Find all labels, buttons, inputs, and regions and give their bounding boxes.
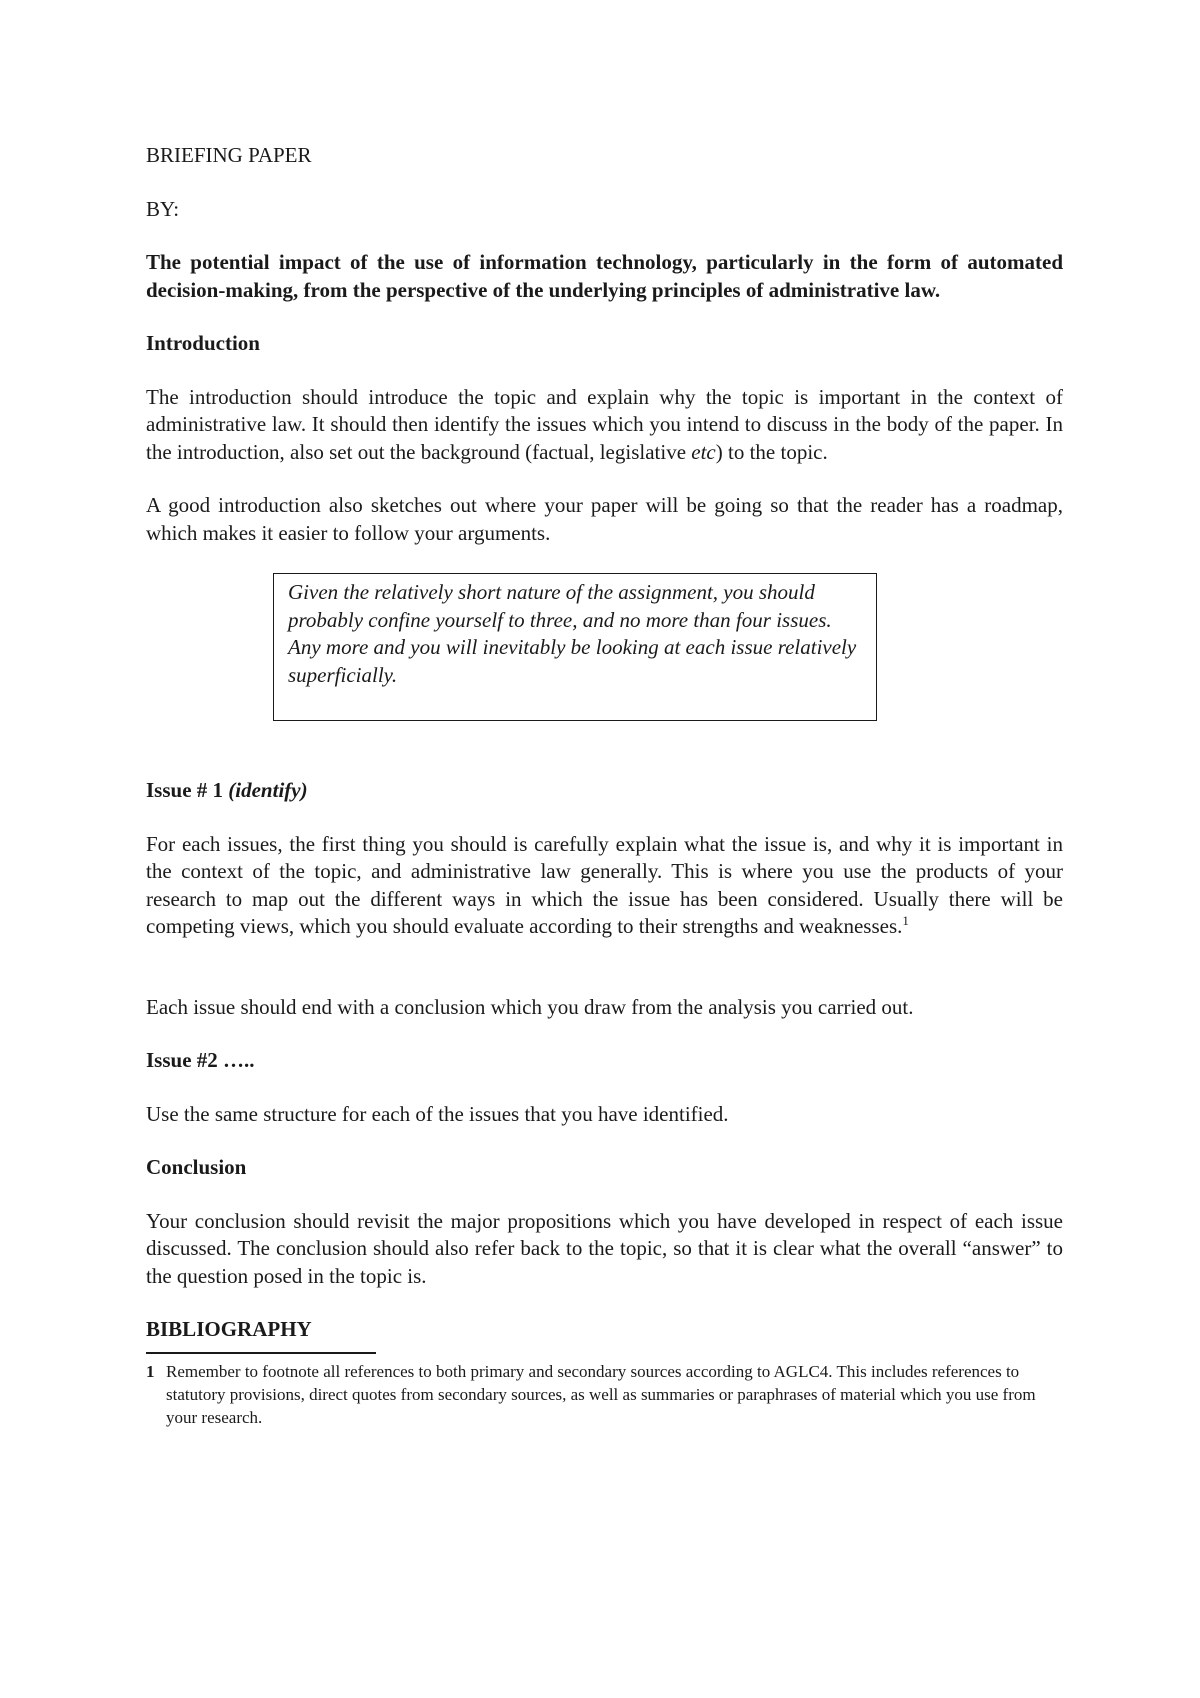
spacer — [146, 968, 1063, 994]
issue-1-paragraph-2: Each issue should end with a conclusion which you draw from the analysis you carried out. — [146, 994, 914, 1019]
footnote-reference[interactable]: 1 — [902, 913, 909, 928]
issue-1-heading-text: Issue # 1 — [146, 778, 229, 802]
footnote-1 — [146, 1360, 1063, 1429]
introduction-heading: Introduction — [146, 331, 260, 355]
document-title: The potential impact of the use of information technology, particularly in the form of automated decision-making, from the perspective of the underlying principles of administrative law. — [146, 250, 1063, 302]
document-body — [146, 142, 1063, 1429]
issue-1-heading-italic: (identify) — [228, 778, 308, 802]
issue-1-heading — [146, 777, 1063, 805]
guidance-note-text: Given the relatively short nature of the assignment, you should probably confine yourself to three, and no more than four issues. Any more and you will inevitably be looking at each issue relatively superficially. — [288, 580, 857, 687]
footnote-separator — [146, 1352, 376, 1354]
footnote-text: Remember to footnote all references to both primary and secondary sources according to AGLC4. This includes references to statutory provisions, direct quotes from secondary sources, as well as summaries or paraphrases of material which you use from your research. — [166, 1361, 1036, 1427]
guidance-note-box — [273, 573, 877, 721]
spacer — [146, 721, 1063, 777]
introduction-paragraph-1-text-a: The introduction should introduce the topic and explain why the topic is important in the context of administrative law. It should then identify the issues which you intend to discuss in the body of the paper. In the introduction, also set out the background (factual, legislative — [146, 384, 1063, 464]
footnote-number: 1 — [146, 1361, 155, 1381]
conclusion-heading: Conclusion — [146, 1155, 247, 1179]
conclusion-paragraph: Your conclusion should revisit the major propositions which you have developed in respect of each issue discussed. The conclusion should also refer back to the topic, so that it is clear what the overall “answer” to the question posed in the topic is. — [146, 1208, 1063, 1288]
document-header-label: BRIEFING PAPER — [146, 143, 312, 167]
bibliography-heading: BIBLIOGRAPHY — [146, 1317, 312, 1341]
introduction-paragraph-2: A good introduction also sketches out where your paper will be going so that the reader has a roadmap, which makes it easier to follow your arguments. — [146, 493, 1063, 545]
issue-2-heading: Issue #2 ….. — [146, 1048, 255, 1072]
spacer — [146, 941, 1063, 968]
introduction-paragraph-1-text-b: ) to the topic. — [715, 439, 828, 464]
issue-1-paragraph-1 — [146, 831, 1063, 941]
introduction-paragraph-1-italic: etc — [691, 439, 716, 464]
introduction-paragraph-1 — [146, 384, 1063, 467]
issue-2-paragraph: Use the same structure for each of the issues that you have identified. — [146, 1101, 729, 1126]
issue-1-paragraph-1-text: For each issues, the first thing you should is carefully explain what the issue is, and why it is important in the context of the topic, and administrative law generally. This is where you use the products of your research to map out the different ways in which the issue has been considered. Usually there will be competing views, which you should evaluate according to their strengths and weaknesses. — [146, 831, 1063, 938]
by-line: BY: — [146, 196, 180, 221]
